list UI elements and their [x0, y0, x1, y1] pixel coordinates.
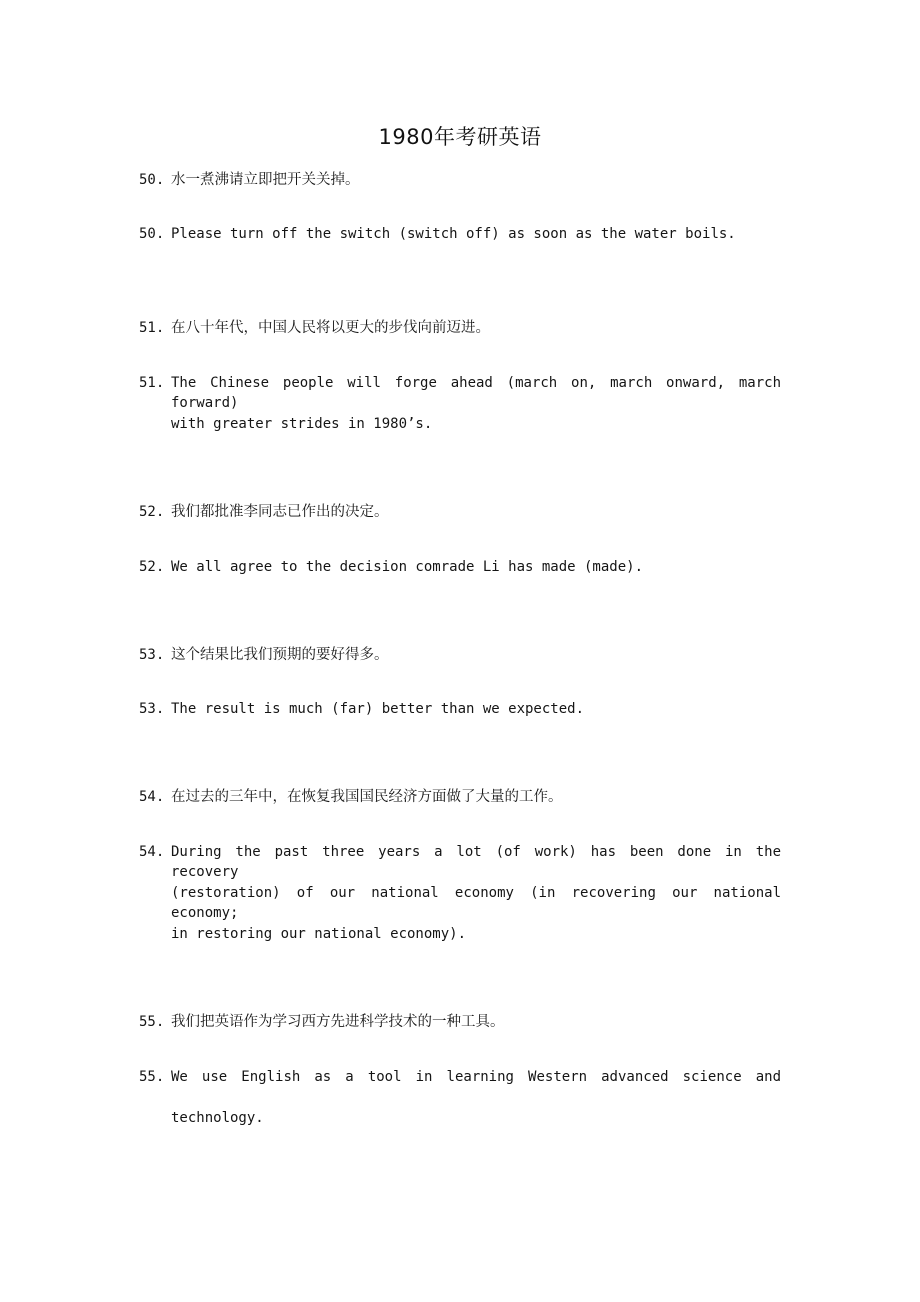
en-text: We all agree to the decision comrade Li has made (made).	[171, 559, 644, 575]
cn-text: 我们把英语作为学习西方先进科学技术的一种工具。	[171, 1014, 505, 1030]
en-text: Please turn off the switch (switch off) as soon as the water boils.	[171, 226, 736, 242]
en-text: During the past three years a lot (of work) has been done in the recovery	[171, 844, 781, 880]
cn-text: 我们都批准李同志已作出的决定。	[171, 504, 389, 520]
item-number: 54.	[139, 789, 165, 805]
en-sentence-52	[139, 557, 643, 577]
cn-sentence-53	[139, 645, 389, 665]
item-number: 55.	[139, 1069, 165, 1085]
cn-text: 这个结果比我们预期的要好得多。	[171, 647, 389, 663]
item-number: 55.	[139, 1014, 165, 1030]
en-text: (restoration) of our national economy (in recovering our national economy;	[171, 885, 781, 921]
cn-sentence-52	[139, 502, 389, 522]
cn-text: 水一煮沸请立即把开关关掉。	[171, 172, 360, 188]
page-title: 1980年考研英语	[378, 125, 542, 149]
en-sentence-54	[139, 842, 781, 882]
cn-sentence-51	[139, 318, 490, 338]
cn-sentence-54	[139, 787, 563, 807]
item-number: 53.	[139, 647, 165, 663]
cn-sentence-50	[139, 170, 360, 190]
cn-text: 在八十年代，中国人民将以更大的步伐向前迈进。	[171, 320, 490, 336]
item-number: 51.	[139, 375, 165, 391]
en-sentence-50	[139, 224, 736, 244]
en-sentence-55	[139, 1067, 781, 1087]
item-number: 50.	[139, 226, 165, 242]
en-sentence-54-cont-2: in restoring our national economy).	[171, 926, 467, 942]
en-sentence-51-cont: with greater strides in 1980’s.	[171, 416, 433, 432]
cn-sentence-55	[139, 1012, 505, 1032]
en-text: We use English as a tool in learning Western advanced science and	[171, 1069, 781, 1085]
en-sentence-54-cont-1	[171, 883, 781, 923]
item-number: 52.	[139, 559, 165, 575]
item-number: 52.	[139, 504, 165, 520]
en-sentence-53	[139, 699, 584, 719]
en-sentence-55-cont: technology.	[171, 1110, 264, 1126]
item-number: 50.	[139, 172, 165, 188]
en-text: The result is much (far) better than we expected.	[171, 701, 585, 717]
cn-text: 在过去的三年中，在恢复我国国民经济方面做了大量的工作。	[171, 789, 563, 805]
item-number: 54.	[139, 844, 165, 860]
en-text: The Chinese people will forge ahead (march on, march onward, march forward)	[171, 375, 781, 411]
item-number: 53.	[139, 701, 165, 717]
en-sentence-51	[139, 373, 781, 413]
item-number: 51.	[139, 320, 165, 336]
